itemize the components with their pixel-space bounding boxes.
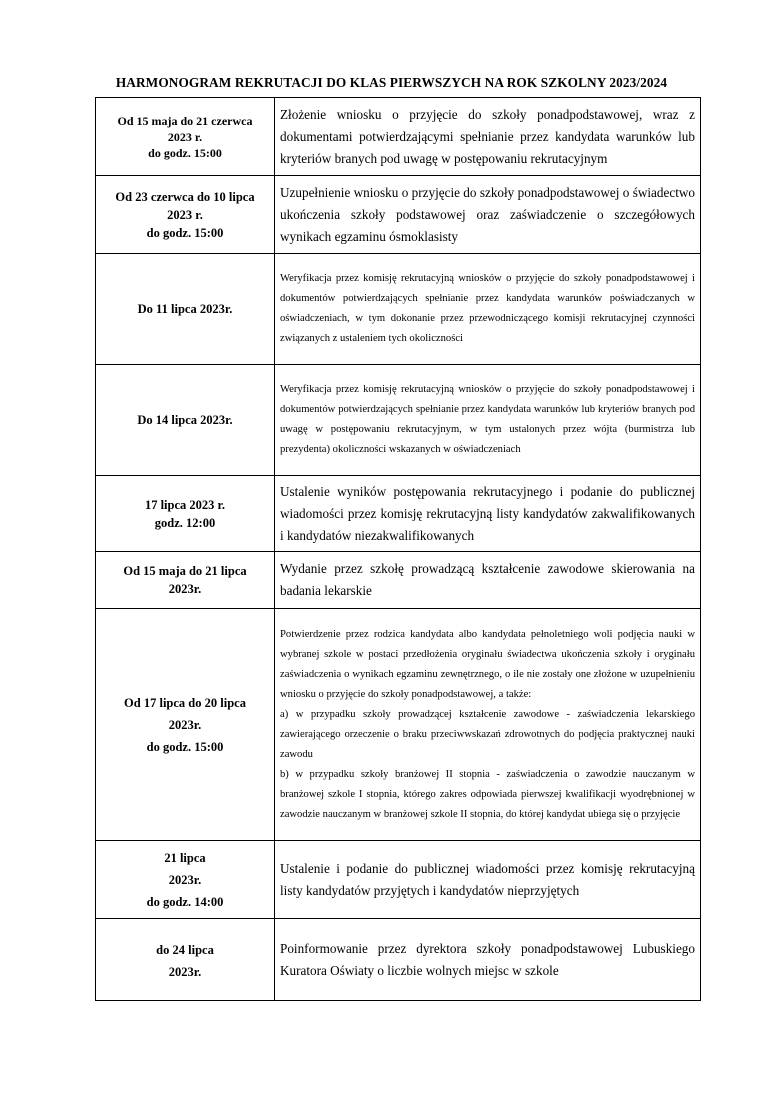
description-cell: Poinformowanie przez dyrektora szkoły ponadpodstawowej Lubuskiego Kuratora Oświaty o liczbie wolnych miejsc w szkole [275, 919, 701, 1001]
date-text: Od 17 lipca do 20 lipca 2023r. do godz. 15:00 [124, 695, 246, 754]
description-cell: Weryfikacja przez komisję rekrutacyjną wniosków o przyjęcie do szkoły ponadpodstawowej i dokumentów potwierdzających spełnianie przez kandydata warunków lub kryteriów branych pod uwagę w postępowaniu rekrutacyjnym, w tym ustalonych przez wójta (burmistrza lub prezydenta) okoliczności wskazanych w oświadczeniach [275, 365, 701, 476]
date-cell [96, 98, 275, 176]
table-row [96, 176, 701, 254]
date-cell [96, 476, 275, 552]
date-cell [96, 552, 275, 609]
date-text: do 24 lipca 2023r. [156, 942, 214, 979]
date-cell [96, 176, 275, 254]
date-text: Od 15 maja do 21 czerwca 2023 r. do godz. 15:00 [117, 113, 253, 160]
date-text: Do 14 lipca 2023r. [137, 413, 233, 427]
date-text: 17 lipca 2023 r. godz. 12:00 [144, 497, 226, 530]
description-cell: Wydanie przez szkołę prowadzącą kształcenie zawodowe skierowania na badania lekarskie [275, 552, 701, 609]
description-cell [275, 609, 701, 841]
table-row [96, 919, 701, 1001]
description-cell: Ustalenie i podanie do publicznej wiadomości przez komisję rekrutacyjną listy kandydatów przyjętych i kandydatów nieprzyjętych [275, 841, 701, 919]
description-item-a: a) w przypadku szkoły prowadzącej kształcenie zawodowe - zaświadczenia lekarskiego zawierającego orzeczenie o braku przeciwwskazań zdrowotnych do podjęcia praktycznej nauki zawodu [280, 708, 695, 760]
table-row [96, 552, 701, 609]
table-row [96, 476, 701, 552]
date-cell [96, 919, 275, 1001]
table-row [96, 841, 701, 919]
table-row [96, 254, 701, 365]
description-cell: Złożenie wniosku o przyjęcie do szkoły ponadpodstawowej, wraz z dokumentami potwierdzającymi spełnianie przez kandydata warunków lub kryteriów branych pod uwagę w postępowaniu rekrutacyjnym [275, 98, 701, 176]
description-cell: Ustalenie wyników postępowania rekrutacyjnego i podanie do publicznej wiadomości przez komisję rekrutacyjną listy kandydatów zakwalifikowanych i kandydatów niezakwalifikowanych [275, 476, 701, 552]
schedule-table [95, 97, 701, 1001]
table-row [96, 98, 701, 176]
description-cell: Weryfikacja przez komisję rekrutacyjną wniosków o przyjęcie do szkoły ponadpodstawowej i dokumentów potwierdzających spełnianie przez kandydata warunków poświadczanych w oświadczeniach, w tym dokonanie przez przewodniczącego komisji rekrutacyjnej czynności związanych z ustaleniem tych okoliczności [275, 254, 701, 365]
date-cell [96, 609, 275, 841]
description-text: Potwierdzenie przez rodzica kandydata albo kandydata pełnoletniego woli podjęcia nauki w wybranej szkole w postaci przedłożenia oryginału świadectwa ukończenia szkoły i oryginału zaświadczenia o wynikach egzaminu zewnętrznego, o ile nie zostały one złożone w uzupełnieniu wniosku o przyjęcie do szkoły ponadpodstawowej, a także: [280, 628, 695, 700]
description-item-b: b) w przypadku szkoły branżowej II stopnia - zaświadczenia o zawodzie nauczanym w branżowej szkole I stopnia, którego zakres odpowiada pierwszej kwalifikacji wyodrębnionej w zawodzie nauczanym w branżowej szkole II stopnia, do której kandydat ubiega się o przyjęcie [280, 768, 695, 820]
date-text: Od 23 czerwca do 10 lipca 2023 r. do godz. 15:00 [115, 189, 255, 240]
date-cell [96, 841, 275, 919]
date-text: 21 lipca 2023r. do godz. 14:00 [146, 850, 224, 909]
page-title: HARMONOGRAM REKRUTACJI DO KLAS PIERWSZYCH NA ROK SZKOLNY 2023/2024 [115, 75, 668, 90]
table-row [96, 609, 701, 841]
date-cell [96, 365, 275, 476]
table-row [96, 365, 701, 476]
date-cell [96, 254, 275, 365]
date-text: Od 15 maja do 21 lipca 2023r. [123, 564, 247, 596]
description-cell: Uzupełnienie wniosku o przyjęcie do szkoły ponadpodstawowej o świadectwo ukończenia szkoły podstawowej oraz zaświadczenie o szczegółowych wynikach egzaminu ósmoklasisty [275, 176, 701, 254]
date-text: Do 11 lipca 2023r. [137, 302, 233, 316]
